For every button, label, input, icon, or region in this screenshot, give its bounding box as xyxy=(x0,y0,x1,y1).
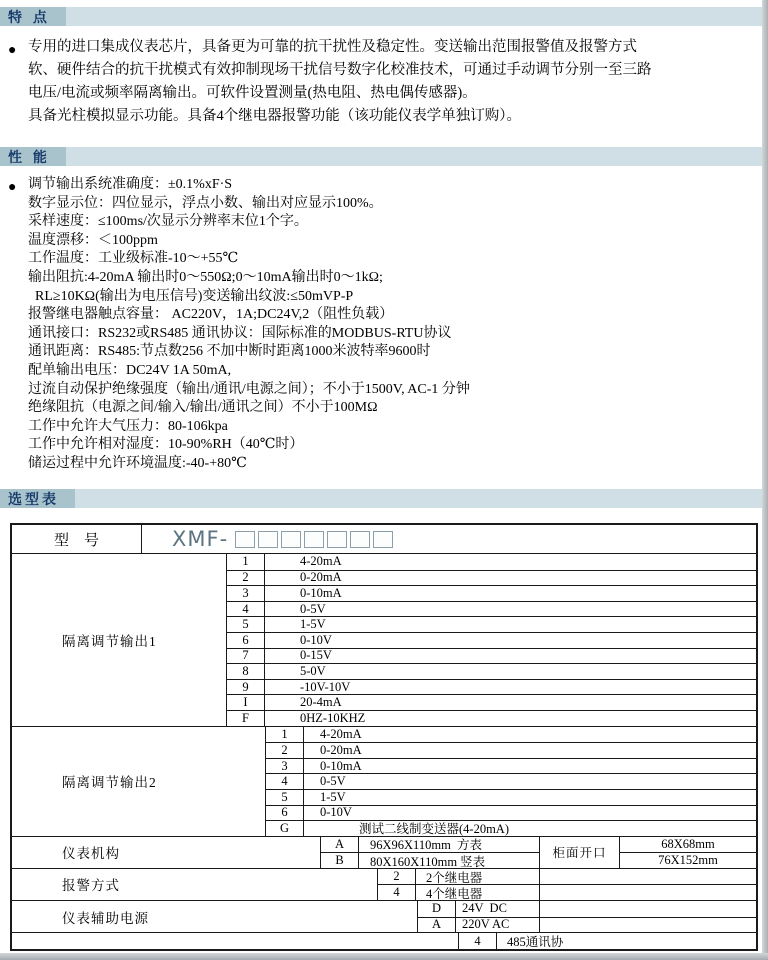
model-box xyxy=(350,531,370,548)
text-line: 报警继电器触点容量： AC220V，1A;DC24V,2（阻性负载） xyxy=(28,307,394,323)
text-line: RL≥10KΩ(输出为电压信号)变送输出纹波:≤50mVP-P xyxy=(28,288,354,304)
selection-header-bar xyxy=(0,489,762,508)
table-row xyxy=(378,884,756,900)
text-line: 软、硬件结合的抗干扰模式有效抑制现场干扰信号数字化校准技术，可通过手动调节分别一至三路 xyxy=(28,62,652,78)
option-code: 2 xyxy=(378,869,416,885)
comm-rows xyxy=(459,933,756,949)
option-code: 6 xyxy=(266,806,304,821)
table-row xyxy=(378,869,756,885)
table-row xyxy=(227,694,756,710)
table-row xyxy=(266,727,756,743)
text-line: 采样速度：≤100ms/次显示分辨率末位1个字。 xyxy=(28,214,308,230)
text-line: 输出阻抗:4-20mA 输出时0～550Ω;0～10mA输出时0～1kΩ; xyxy=(28,269,383,285)
section-output1 xyxy=(12,553,756,726)
option-value: 5-0V xyxy=(300,663,326,678)
section-label: 仪表辅助电源 xyxy=(12,901,418,932)
section-output2 xyxy=(12,726,756,836)
option-value: 24V DC xyxy=(456,901,540,917)
option-value: 4个继电器 xyxy=(416,885,540,900)
model-box xyxy=(304,531,324,548)
cutout-value: 76X152mm xyxy=(658,853,718,868)
option-value: 测试二线制变送器(4-20mA) xyxy=(359,822,509,837)
model-row xyxy=(12,525,756,553)
table-row xyxy=(321,837,540,853)
text-line: 调节输出系统准确度：±0.1%xF·S xyxy=(28,177,233,192)
features-text xyxy=(8,36,756,128)
model-code xyxy=(142,525,756,553)
selection-table xyxy=(10,523,758,951)
text-line: 配单输出电压：DC24V 1A 50mA, xyxy=(28,362,232,378)
performance-header-bar xyxy=(0,147,762,166)
empty-label xyxy=(12,933,459,949)
section-label: 仪表机构 xyxy=(12,837,321,868)
page-edge-right xyxy=(762,0,768,960)
option-value: 1-5V xyxy=(320,789,346,804)
section-power xyxy=(12,900,756,932)
option-code: 5 xyxy=(266,790,304,805)
table-row xyxy=(266,789,756,805)
bullet-icon: ● xyxy=(8,180,17,195)
empty-cell xyxy=(540,869,756,885)
option-code: 1 xyxy=(227,554,265,570)
section-label: 隔离调节输出1 xyxy=(12,554,227,726)
cutout-value: 68X68mm xyxy=(661,836,715,851)
table-row xyxy=(227,679,756,695)
cutout-rows xyxy=(620,837,756,868)
option-code: 3 xyxy=(266,759,304,774)
option-value: 96X96X110mm 方表 xyxy=(359,837,540,853)
table-row xyxy=(227,648,756,664)
model-box xyxy=(258,531,278,548)
empty-cell xyxy=(540,918,756,933)
table-row xyxy=(266,773,756,789)
option-value: 0-10V xyxy=(320,805,352,820)
option-value: 0-15V xyxy=(300,648,332,663)
table-row xyxy=(418,917,756,933)
option-value: 80X160X110mm 竖表 xyxy=(359,853,540,868)
option-code: 7 xyxy=(227,649,265,664)
output2-rows xyxy=(266,727,756,836)
option-code: A xyxy=(418,918,456,933)
option-value: 4-20mA xyxy=(320,726,362,741)
performance-text xyxy=(8,176,756,474)
option-code: 6 xyxy=(227,633,265,648)
performance-title: 性 能 xyxy=(0,147,66,166)
option-code: 4 xyxy=(227,602,265,617)
features-header-bar xyxy=(0,7,762,26)
output1-rows xyxy=(227,554,756,726)
section-comm xyxy=(12,932,756,949)
option-code: 1 xyxy=(266,727,304,743)
table-row xyxy=(620,852,756,868)
table-row xyxy=(227,570,756,586)
option-value: 0-20mA xyxy=(320,742,362,757)
text-line: 电压/电流或频率隔离输出。可软件设置测量(热电阻、热电偶传感器)。 xyxy=(28,85,477,101)
option-code: 9 xyxy=(227,680,265,695)
table-row xyxy=(266,805,756,821)
text-line: 温度漂移：＜100ppm xyxy=(28,232,158,248)
option-value: 0-10mA xyxy=(320,758,362,773)
model-box xyxy=(281,531,301,548)
alarm-rows xyxy=(378,869,756,900)
table-row xyxy=(227,632,756,648)
option-value: 485通讯协 xyxy=(507,935,564,950)
section-label: 隔离调节输出2 xyxy=(12,727,266,836)
text-line: 专用的进口集成仪表芯片，具备更为可靠的抗干扰性及稳定性。变送输出范围报警值及报警方式 xyxy=(28,39,637,55)
text-line: 过流自动保护绝缘强度（输出/通讯/电源之间）；不小于1500V, AC-1 分钟 xyxy=(28,381,470,397)
cutout-label: 柜面开口 xyxy=(540,837,620,868)
option-value: 0-5V xyxy=(320,774,346,789)
text-line: 工作温度：工业级标准-10～+55℃ xyxy=(28,251,239,267)
option-value: 0-5V xyxy=(300,601,326,616)
table-row xyxy=(459,933,756,949)
option-code: D xyxy=(418,901,456,917)
option-code: 2 xyxy=(266,743,304,758)
table-row xyxy=(227,710,756,726)
option-code: G xyxy=(266,821,304,836)
option-code: 3 xyxy=(227,586,265,601)
text-line: 通讯距离：RS485:节点数256 不加中断时距离1000米波特率9600时 xyxy=(28,344,431,360)
option-value: 0-20mA xyxy=(300,570,342,585)
table-row xyxy=(266,758,756,774)
option-code: 4 xyxy=(459,933,497,949)
selection-title: 选型表 xyxy=(0,489,75,508)
model-prefix: XMF- xyxy=(172,527,229,551)
option-value: 0-10V xyxy=(300,632,332,647)
option-code: 5 xyxy=(227,617,265,632)
text-line: 储运过程中允许环境温度:-40-+80℃ xyxy=(28,455,247,471)
option-value: 20-4mA xyxy=(300,695,342,710)
table-row xyxy=(227,601,756,617)
table-row xyxy=(321,852,540,868)
table-row xyxy=(227,585,756,601)
table-row xyxy=(227,616,756,632)
table-row xyxy=(227,554,756,570)
model-box xyxy=(235,531,255,548)
option-value: -10V-10V xyxy=(300,679,351,694)
text-line: 工作中允许大气压力：80-106kpa xyxy=(28,418,228,434)
page-edge-bottom xyxy=(0,953,768,960)
section-alarm xyxy=(12,868,756,900)
table-row xyxy=(418,901,756,917)
option-code: B xyxy=(321,853,359,868)
option-value: 1-5V xyxy=(300,617,326,632)
option-code: I xyxy=(227,695,265,710)
option-code: 4 xyxy=(266,774,304,789)
empty-cell xyxy=(540,901,756,917)
section-label: 报警方式 xyxy=(12,869,378,900)
option-code: A xyxy=(321,837,359,853)
section-mechanism xyxy=(12,836,756,868)
text-line: 具备光柱模拟显示功能。具备4个继电器报警功能（该功能仪表学单独订购）。 xyxy=(28,108,521,124)
mechanism-rows xyxy=(321,837,540,868)
model-box xyxy=(373,531,393,548)
features-title: 特 点 xyxy=(0,7,66,26)
model-box xyxy=(327,531,347,548)
table-row xyxy=(266,820,756,836)
option-code: 8 xyxy=(227,664,265,679)
option-code: 2 xyxy=(227,571,265,586)
option-value: 220V AC xyxy=(456,918,540,933)
option-value: 4-20mA xyxy=(300,554,342,569)
option-code: 4 xyxy=(378,885,416,900)
empty-cell xyxy=(540,885,756,900)
table-row xyxy=(266,742,756,758)
option-value: 0HZ-10KHZ xyxy=(300,710,366,725)
option-code: F xyxy=(227,711,265,726)
text-line: 数字显示位：四位显示，浮点小数、输出对应显示100%。 xyxy=(28,195,383,211)
text-line: 工作中允许相对湿度：10-90%RH（40℃时） xyxy=(28,437,304,453)
model-label: 型 号 xyxy=(12,525,142,553)
text-line: 绝缘阻抗（电源之间/输入/输出/通讯之间）不小于100MΩ xyxy=(28,400,378,416)
table-row xyxy=(620,837,756,853)
bullet-icon: ● xyxy=(8,43,17,58)
text-line: 通讯接口：RS232或RS485 通讯协议：国际标准的MODBUS-RTU协议 xyxy=(28,325,452,341)
power-rows xyxy=(418,901,756,932)
option-value: 2个继电器 xyxy=(416,869,540,885)
option-value: 0-10mA xyxy=(300,585,342,600)
table-row xyxy=(227,663,756,679)
